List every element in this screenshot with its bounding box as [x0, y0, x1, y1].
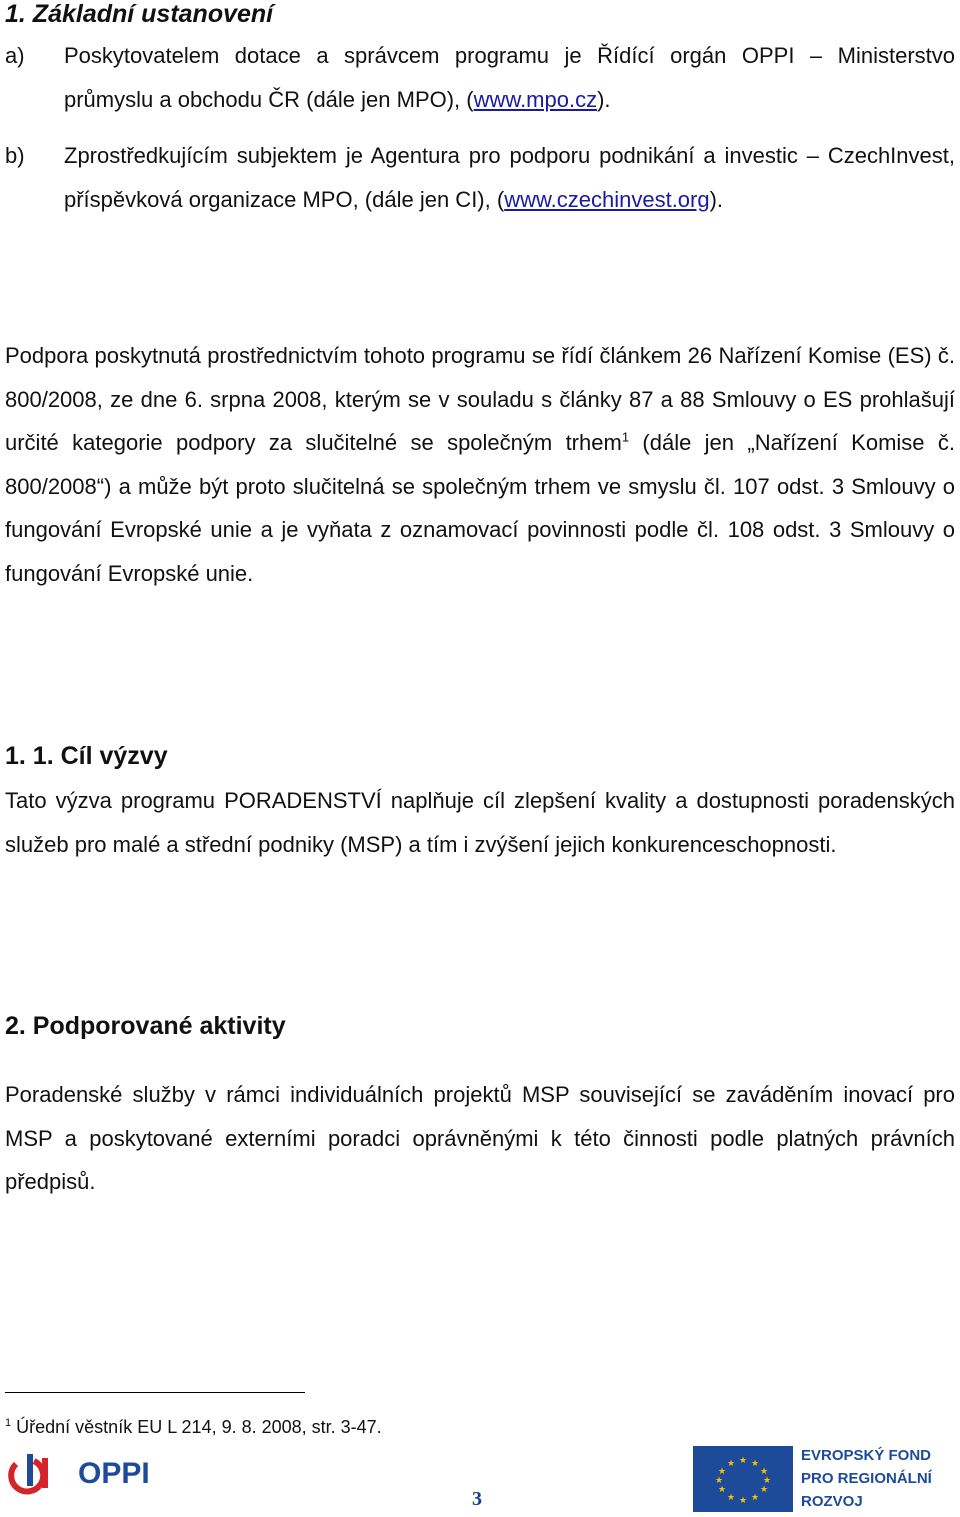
footnote: [5, 1417, 382, 1438]
list-label-b: b): [5, 143, 25, 168]
eu-fund-text: [801, 1444, 960, 1513]
paragraph-part1: Podpora poskytnutá prostřednictvím tohoto programu se řídí článkem 26 Nařízení Komise (ES) č. 800/2008, ze dne 6. srpna 2008, kterým se v souladu s články 87 a 88 Smlouvy o ES prohlašují určité kategorie podpory za slučitelné se společným trhem: [5, 343, 955, 455]
item-a-body: Poskytovatelem dotace a správcem programu je Řídící orgán OPPI – Ministerstvo průmyslu a obchodu ČR (dále jen MPO), (: [64, 43, 955, 112]
item-b-body: Zprostředkujícím subjektem je Agentura pro podporu podnikání a investic – CzechInvest, příspěvková organizace MPO, (dále jen CI), (: [64, 143, 955, 212]
svg-text:★: ★: [762, 1476, 772, 1486]
svg-text:★: ★: [717, 1467, 727, 1477]
svg-text:★: ★: [759, 1485, 769, 1495]
footnote-separator: [5, 1392, 305, 1393]
svg-text:★: ★: [738, 1496, 748, 1506]
item-a-after: ).: [597, 86, 611, 112]
list-item-a: [5, 34, 955, 121]
paragraph-part2: (dále jen „Nařízení Komise č. 800/2008“) a může být proto slučitelná se společným trhem ve smyslu čl. 107 odst. 3 Smlouvy o fungování Evropské unie a je vyňata z oznamovací povinnosti podle čl. 108 odst. 3 Smlouvy o fungování Evropské unie.: [5, 430, 955, 586]
section-heading-call-goal: 1. 1. Cíl výzvy: [5, 742, 168, 770]
page-number: 3: [472, 1488, 482, 1510]
eu-fund-line-1: EVROPSKÝ FOND: [801, 1447, 932, 1464]
list-label-a: a): [5, 43, 25, 68]
link-mpo[interactable]: www.mpo.cz: [473, 86, 598, 112]
item-b-after: ).: [709, 186, 724, 212]
svg-text:★: ★: [714, 1476, 724, 1486]
oppi-logo: [8, 1452, 168, 1507]
section-heading-supported-activities: 2. Podporované aktivity: [5, 1012, 286, 1040]
list-item-a-text: [64, 34, 955, 121]
eu-fund-line-3: ROZVOJ: [801, 1493, 863, 1510]
svg-text:★: ★: [759, 1467, 769, 1477]
list-item-b-text: [64, 134, 955, 221]
supported-activities-text: Poradenské služby v rámci individuálních projektů MSP související se zaváděním inovací pro MSP a poskytované externími poradci oprávněnými k této činnosti podle platných právních předpisů.: [5, 1082, 955, 1194]
support-paragraph: [5, 334, 955, 595]
svg-text:★: ★: [750, 1493, 760, 1503]
footnote-text: Úřední věstník EU L 214, 9. 8. 2008, str. 3-47.: [16, 1417, 382, 1437]
footnote-ref: 1: [621, 429, 630, 445]
call-goal-text: Tato výzva programu PORADENSTVÍ naplňuje cíl zlepšení kvality a dostupnosti poradenských služeb pro malé a střední podniky (MSP) a tím i zvýšení jejich konkurenceschopnosti.: [5, 788, 955, 857]
footnote-number: 1: [5, 1417, 12, 1429]
list-item-b: [5, 134, 955, 221]
svg-text:★: ★: [726, 1459, 736, 1469]
link-czechinvest[interactable]: www.czechinvest.org: [504, 186, 710, 212]
svg-text:★: ★: [726, 1493, 736, 1503]
eu-fund-line-2: PRO REGIONÁLNÍ: [801, 1470, 932, 1487]
svg-text:★: ★: [750, 1459, 760, 1469]
eu-flag-icon: [693, 1446, 793, 1512]
oppi-logo-text: OPPI: [78, 1457, 150, 1490]
svg-text:★: ★: [717, 1485, 727, 1495]
svg-text:★: ★: [738, 1456, 748, 1466]
eu-fund-logo: [693, 1446, 932, 1517]
section-heading-basic-provisions: 1. Základní ustanovení: [5, 0, 274, 28]
